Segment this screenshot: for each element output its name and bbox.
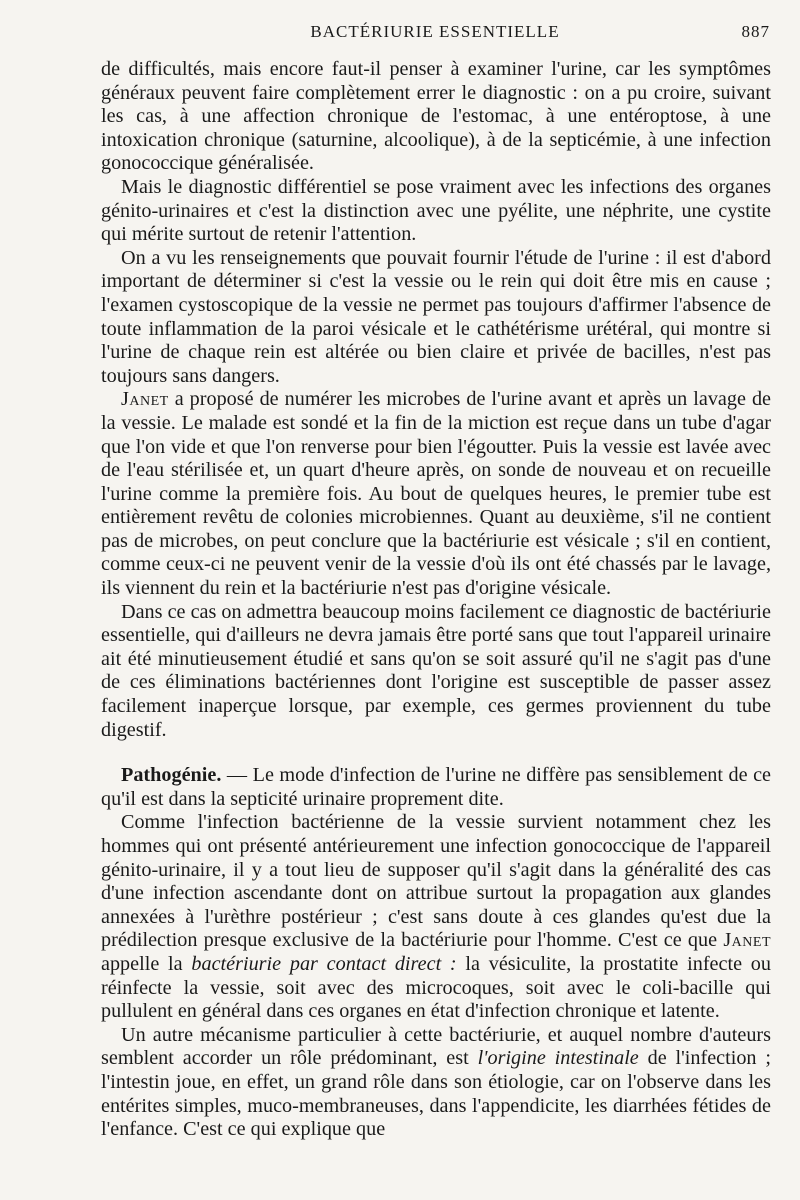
paragraph-7: [101, 811, 771, 1023]
paragraph-pathogenie: [101, 764, 771, 811]
section-heading-pathogenie: Pathogénie.: [121, 764, 222, 787]
paragraph-4-text: a proposé de numérer les microbes de l'urine avant et après un lavage de la vessie. Le malade est sondé et la fin de la miction est reçue dans un tube d'agar que l'on vide et que l'on renverse pour bien l'égoutter. Puis la vessie est lavée avec de l'eau stérilisée et, un quart d'heure après, on sonde de nouveau et on recueille l'urine comme la première fois. Au bout de quelques heures, le premier tube est entièrement revêtu de colonies microbiennes. Quant au deuxième, s'il ne contient pas de microbes, on peut conclure que la bactériurie est vésicale ; s'il en contient, comme ceux-ci ne peuvent venir de la vessie d'où ils ont été chassés par le lavage, ils viennent du rein et la bactériurie n'est pas d'origine vésicale.: [101, 388, 771, 600]
italic-term-contact-direct: bactériurie par contact direct :: [191, 952, 457, 975]
paragraph-7-text-c: la vésiculite, la prostatite infecte ou réinfecte la vessie, soit avec des microcoques, soit avec le coli-bacille qui pullulent en général dans ces organes en état d'infection chronique et latente.: [101, 952, 771, 1023]
running-title: BACTÉRIURIE ESSENTIELLE: [310, 22, 560, 41]
paragraph-8-text-a: Un autre mécanisme particulier à cette bactériurie, et auquel nombre d'auteurs semblent accorder un rôle prédominant, est: [101, 1023, 771, 1070]
paragraph-1: de difficultés, mais encore faut-il penser à examiner l'urine, car les symptômes généraux peuvent faire complètement errer le diagnostic : on a pu croire, suivant les cas, à une affection chronique de l'estomac, à une entéroptose, à une intoxication chronique (saturnine, alcoolique), à de la septicémie, à une infection gonococcique généralisée.: [101, 58, 771, 175]
paragraph-7-text-a: Comme l'infection bactérienne de la vessie survient notamment chez les hommes qui ont présenté antérieurement une infection gonococcique de l'appareil génito-urinaire, il y a tout lieu de supposer qu'il s'agit dans la généralité des cas d'une infection ascendante dont on attribue surtout la propagation aux glandes annexées à l'urèthre postérieur ; c'est sans doute à ces glandes qu'est due la prédilection presque exclusive de la bactériurie pour l'homme. C'est ce que: [101, 811, 771, 952]
page-number: 887: [741, 22, 770, 41]
author-name-janet: Janet: [121, 388, 169, 411]
italic-term-origine-intestinale: l'origine intestinale: [477, 1047, 639, 1070]
author-name-janet-2: Janet: [723, 929, 771, 952]
paragraph-8: [101, 1024, 771, 1142]
paragraph-3: On a vu les renseignements que pouvait fournir l'étude de l'urine : il est d'abord important de déterminer si c'est la vessie ou le rein qui doit être mis en cause ; l'examen cystoscopique de la vessie ne permet pas toujours d'affirmer l'absence de toute inflammation de la paroi vésicale et le cathétérisme urétéral, qui montre si l'urine de chaque rein est altérée ou bien claire et privée de bacilles, n'est pas toujours sans dangers.: [101, 246, 771, 387]
paragraph-4: [101, 388, 771, 600]
paragraph-6-text: — Le mode d'infection de l'urine ne diffère pas sensiblement de ce qu'il est dans la septicité urinaire proprement dite.: [101, 764, 771, 810]
paragraph-2: Mais le diagnostic différentiel se pose vraiment avec les infections des organes génito-urinaires et c'est la distinction avec une pyélite, une néphrite, une cystite qui mérite surtout de retenir l'attention.: [101, 175, 771, 246]
paragraph-7-text-b: appelle la: [101, 952, 192, 975]
body-text: [101, 58, 771, 1142]
paragraph-8-text-b: de l'infection ; l'intestin joue, en effet, un grand rôle dans son étiologie, car on l'observe dans les entérites simples, muco-membraneuses, dans l'appendicite, les diarrhées fétides de l'enfance. C'est ce qui explique que: [101, 1047, 771, 1141]
running-header: [100, 22, 770, 46]
paragraph-5: Dans ce cas on admettra beaucoup moins facilement ce diagnostic de bactériurie essentielle, qui d'ailleurs ne devra jamais être porté sans que tout l'appareil urinaire ait été minutieusement étudié et sans qu'on se soit assuré qu'il ne s'agit pas d'une de ces éliminations bactériennes dont l'origine est susceptible de passer assez facilement inaperçue lorsque, par exemple, ces germes proviennent du tube digestif.: [101, 600, 771, 741]
